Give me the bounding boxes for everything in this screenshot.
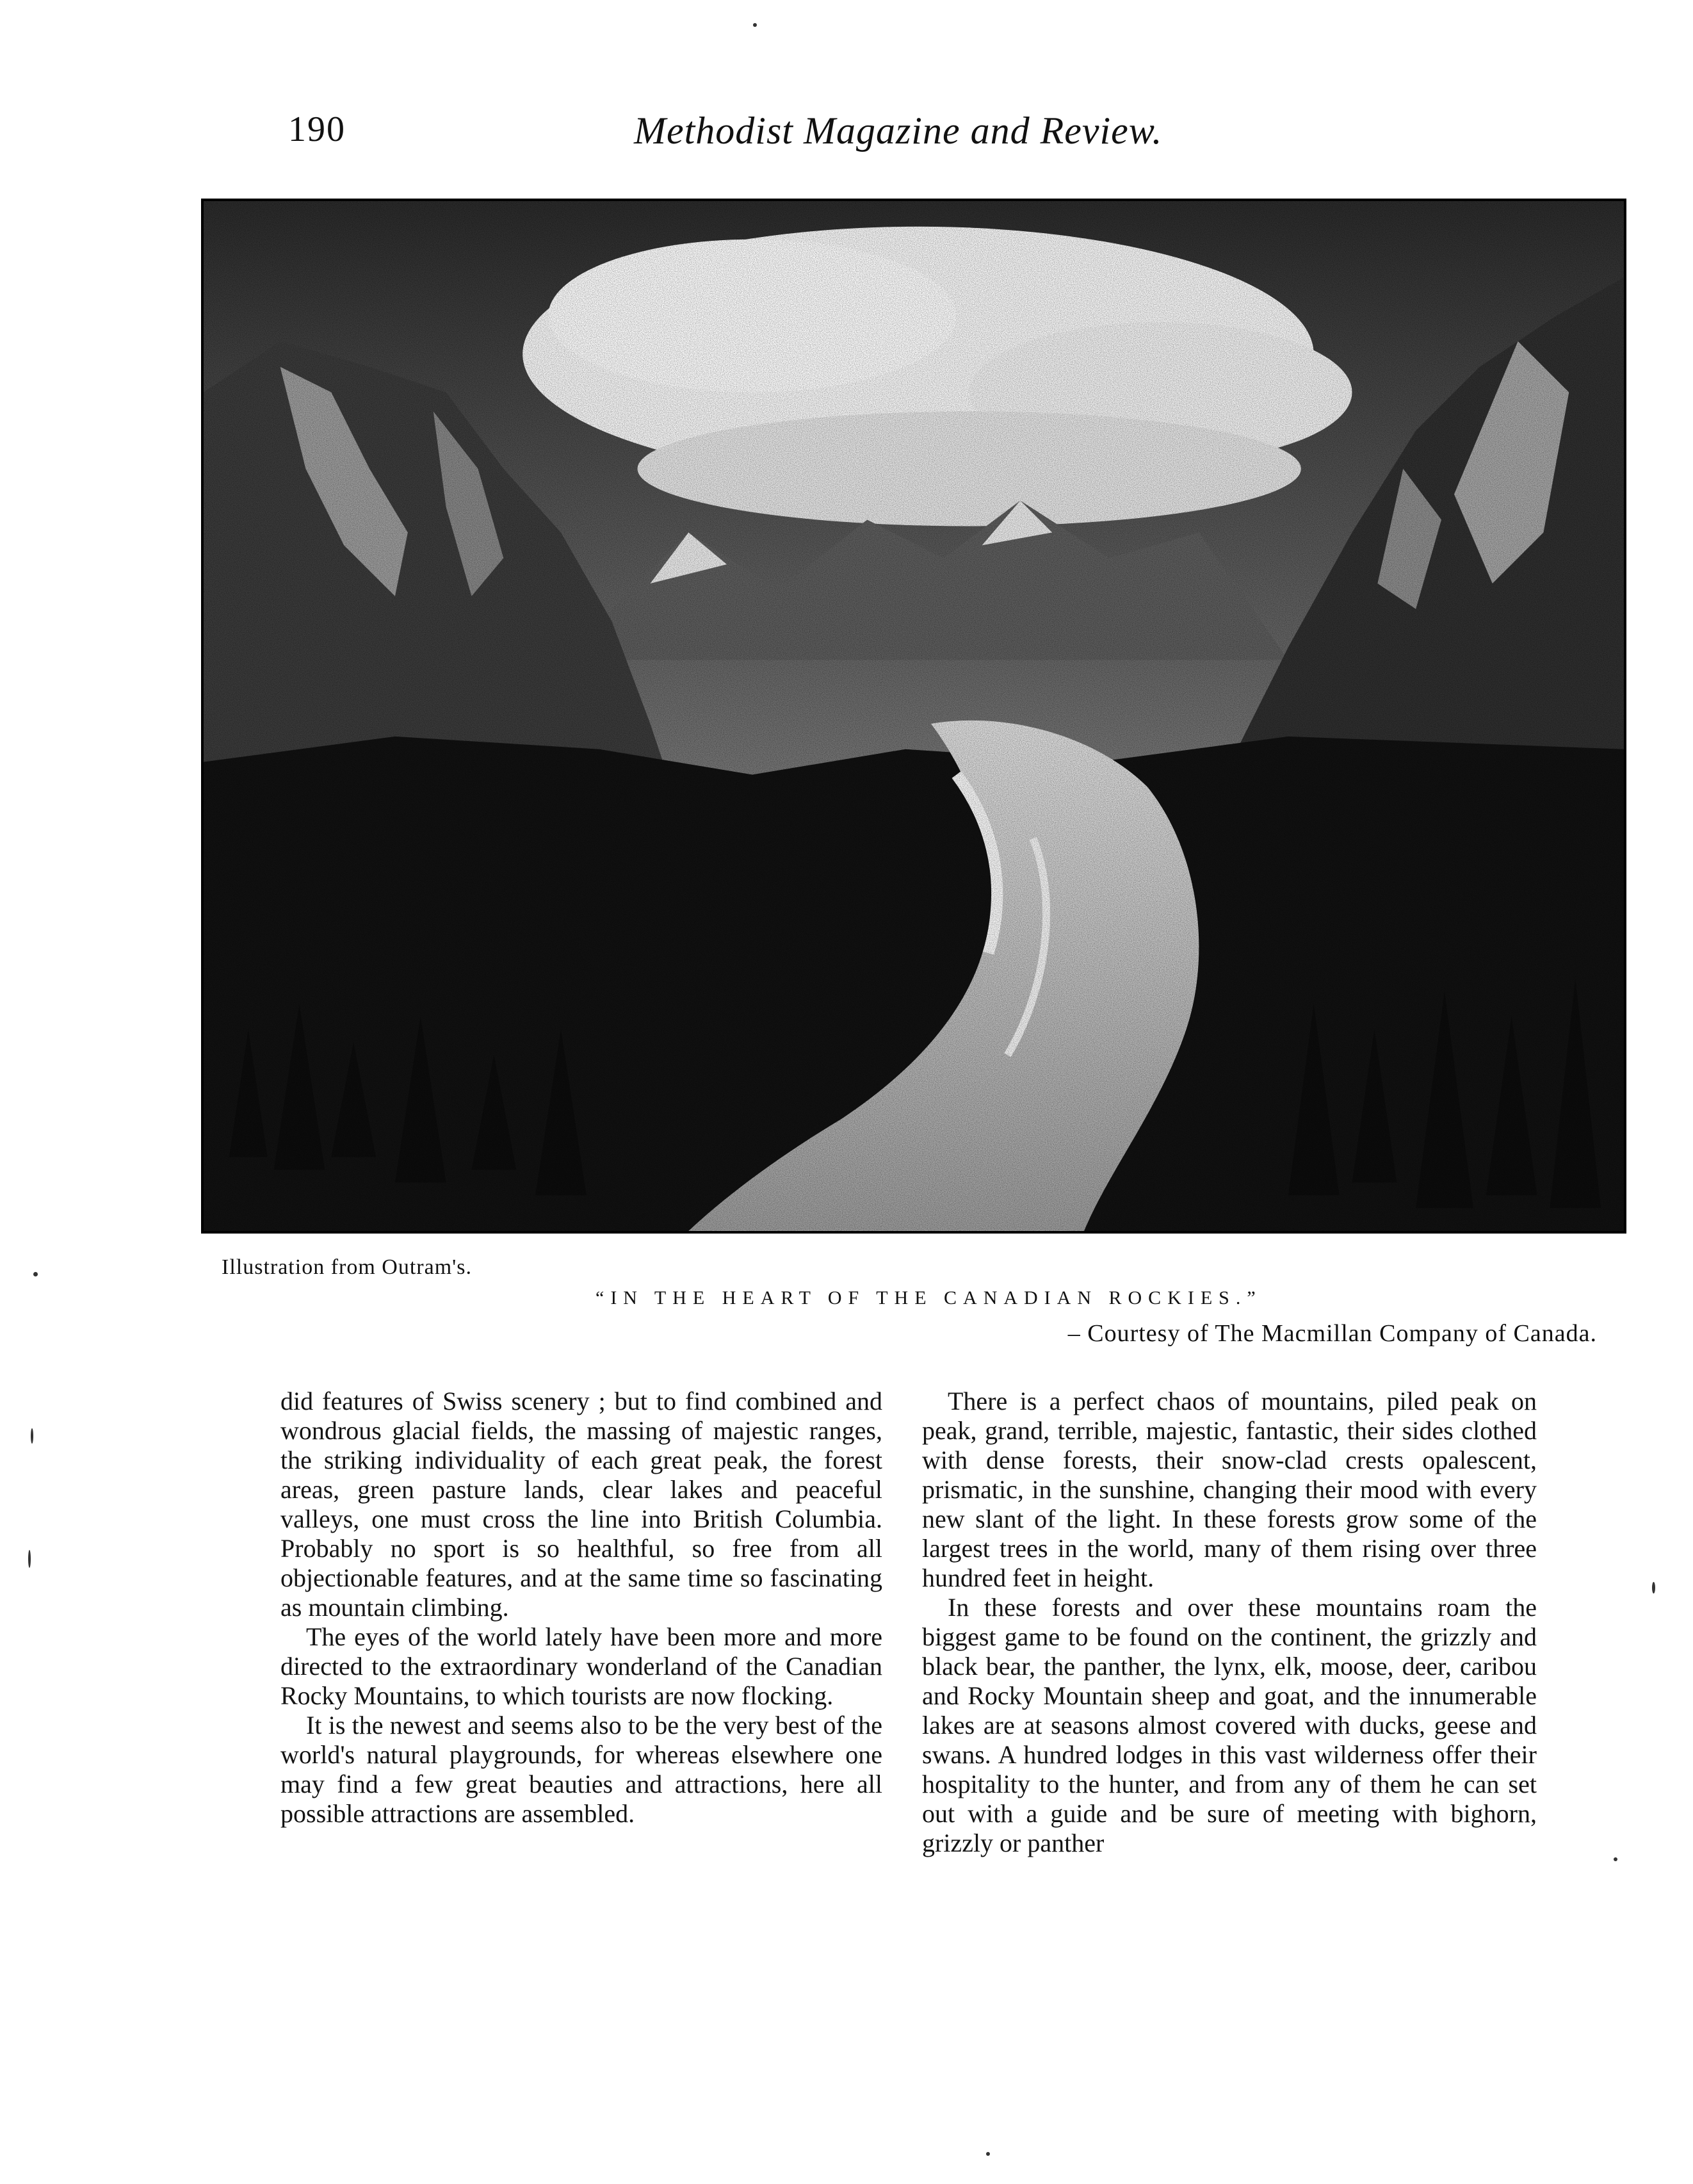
right-column: [922, 1387, 1537, 1858]
illustration-credit: Illustration from Outram's.: [222, 1255, 473, 1279]
paragraph: In these forests and over these mountains roam the biggest game to be found on the continent, the grizzly and black bear, the panther, the lynx, elk, moose, deer, caribou and Rocky Mountain sheep and goat, and the innumerable lakes are at seasons almost covered with ducks, geese and swans. A hundred lodges in this vast wilderness offer their hospitality to the hunter, and from any of them he can set out with a guide and be sure of meeting with bighorn, grizzly or panther: [922, 1593, 1537, 1857]
page-number: 190: [288, 110, 346, 149]
scan-speck: [28, 1550, 31, 1568]
mountain-valley-illustration: [201, 199, 1626, 1234]
courtesy-line: – Courtesy of The Macmillan Company of Canada.: [1067, 1320, 1597, 1347]
paragraph: did features of Swiss scenery ; but to find combined and wondrous glacial fields, the massing of majestic ranges, the striking individuality of each great peak, the forest areas, green pasture lands, clear lakes and peaceful valleys, one must cross the line into British Columbia. Probably no sport is so healthful, so free from all objectionable features, and at the same time so fascinating as mountain climbing.: [280, 1387, 882, 1622]
paragraph: It is the newest and seems also to be the very best of the world's natural playgrounds, for whereas elsewhere one may find a few great beauties and attractions, here all possible attractions are assembled.: [280, 1711, 882, 1828]
mountain-valley-engraving: [204, 201, 1624, 1231]
scan-speck: [986, 2152, 990, 2156]
scan-speck: [1652, 1582, 1655, 1593]
scan-speck: [1614, 1857, 1617, 1861]
scan-speck: [753, 23, 757, 27]
paragraph: There is a perfect chaos of mountains, piled peak on peak, grand, terrible, majestic, fantastic, their sides clothed with dense forests, their snow-clad crests opalescent, prismatic, in the sunshine, changing their mood with every new slant of the light. In these forests grow some of the largest trees in the world, many of them rising over three hundred feet in height.: [922, 1387, 1537, 1592]
left-column: [280, 1387, 882, 1829]
scan-speck: [31, 1428, 33, 1444]
figure-caption: “IN THE HEART OF THE CANADIAN ROCKIES.”: [595, 1287, 1262, 1308]
running-head: [288, 109, 1204, 160]
running-title: Methodist Magazine and Review.: [634, 110, 1163, 152]
paragraph: The eyes of the world lately have been more and more directed to the extraordinary wonderland of the Canadian Rocky Mountains, to which tourists are now flocking.: [280, 1622, 882, 1710]
scan-speck: [33, 1272, 38, 1276]
